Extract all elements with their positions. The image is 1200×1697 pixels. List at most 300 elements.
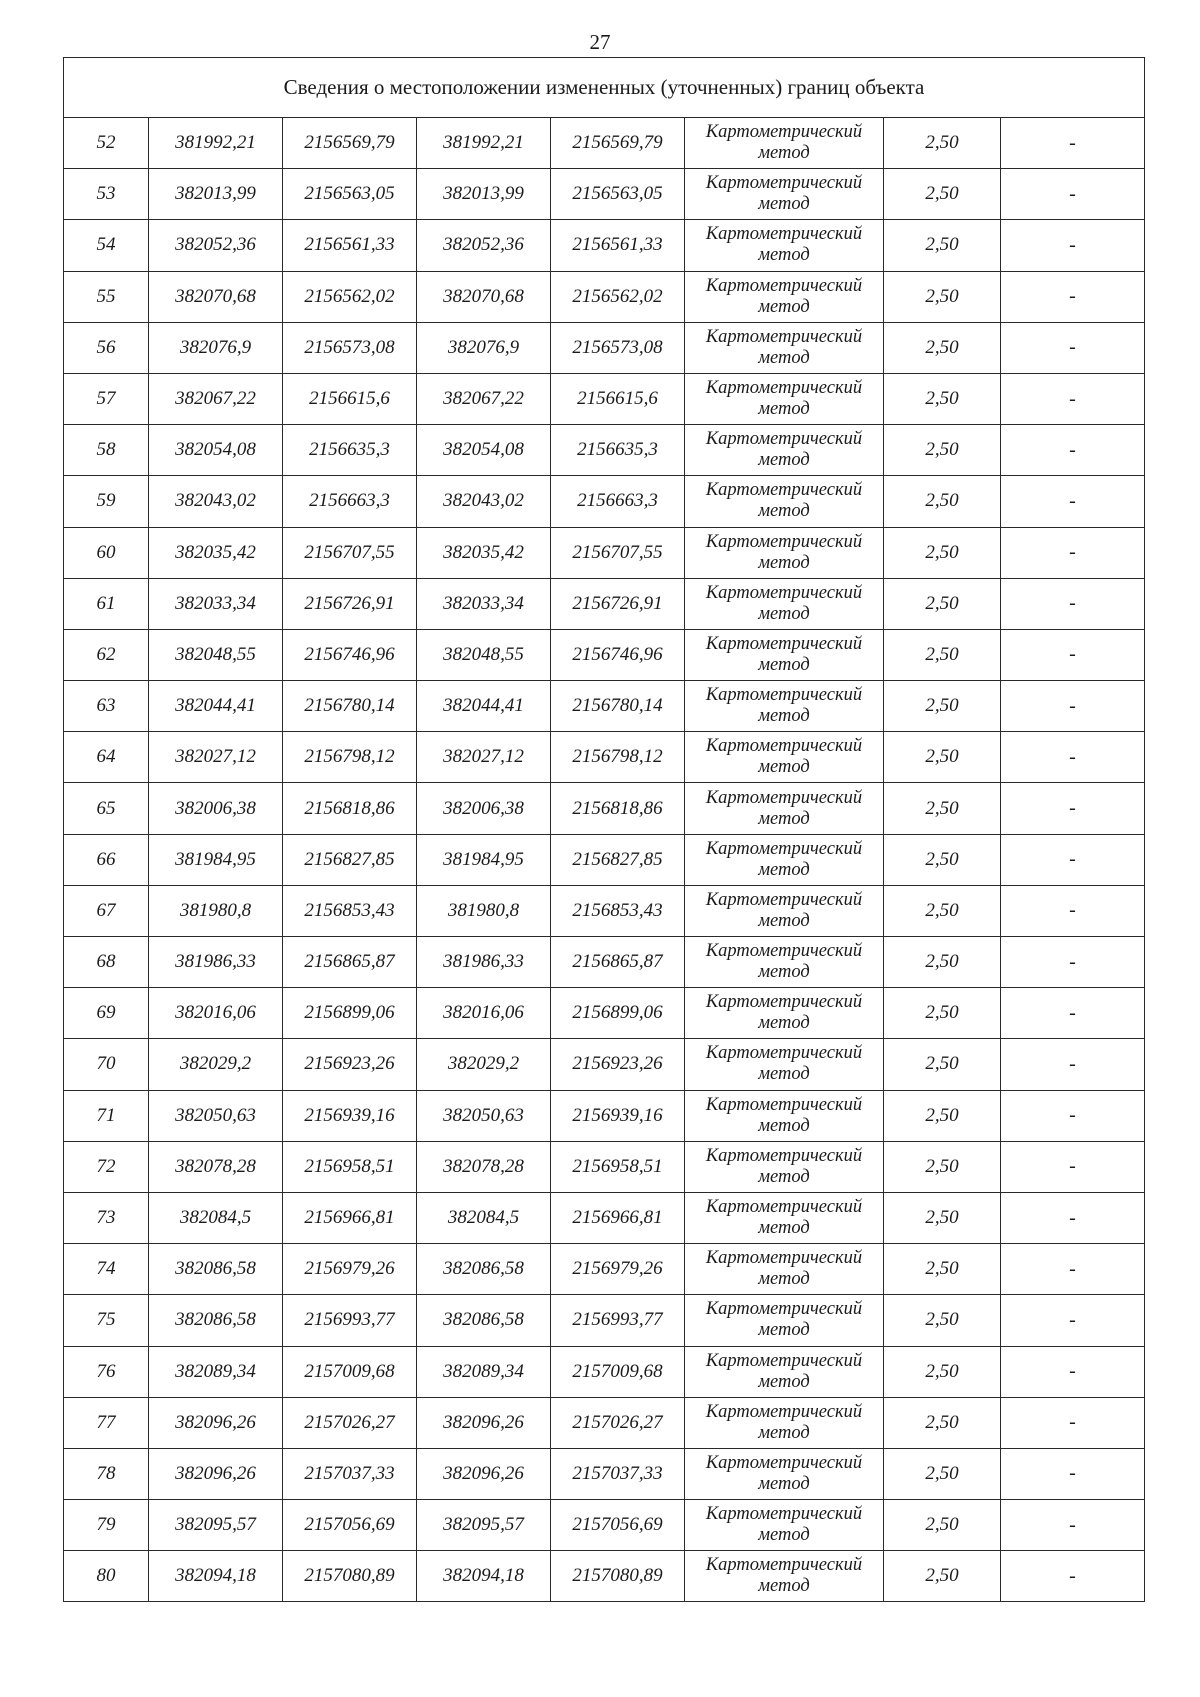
method-line-2: метод — [758, 399, 810, 420]
x-existing-cell: 382013,99 — [149, 169, 283, 220]
page-number: 27 — [589, 30, 611, 54]
x-refined-cell: 381984,95 — [417, 834, 551, 885]
method-line-1: Картометрический — [705, 378, 863, 399]
x-existing-cell: 382029,2 — [149, 1039, 283, 1090]
x-refined-cell: 382084,5 — [417, 1192, 551, 1243]
accuracy-cell: 2,50 — [884, 988, 1001, 1039]
y-existing-cell: 2156707,55 — [283, 527, 417, 578]
method-cell — [685, 373, 884, 424]
method-line-1: Картометрический — [705, 1350, 863, 1371]
point-number-cell: 74 — [64, 1244, 149, 1295]
point-number-cell: 80 — [64, 1551, 149, 1602]
method-cell — [685, 1295, 884, 1346]
accuracy-cell: 2,50 — [884, 1039, 1001, 1090]
x-refined-cell: 382086,58 — [417, 1244, 551, 1295]
description-cell: - — [1001, 476, 1145, 527]
method-line-1: Картометрический — [705, 736, 863, 757]
x-existing-cell: 382043,02 — [149, 476, 283, 527]
point-number-cell: 68 — [64, 937, 149, 988]
y-existing-cell: 2157037,33 — [283, 1448, 417, 1499]
method-line-2: метод — [758, 1115, 810, 1136]
method-cell — [685, 681, 884, 732]
method-line-1: Картометрический — [705, 1145, 863, 1166]
table-row — [64, 169, 1145, 220]
description-cell: - — [1001, 834, 1145, 885]
y-refined-cell: 2156818,86 — [551, 783, 685, 834]
x-existing-cell: 382033,34 — [149, 578, 283, 629]
method-line-1: Картометрический — [705, 275, 863, 296]
point-number-cell: 77 — [64, 1397, 149, 1448]
x-existing-cell: 382048,55 — [149, 629, 283, 680]
method-line-1: Картометрический — [705, 429, 863, 450]
y-refined-cell: 2156635,3 — [551, 425, 685, 476]
description-cell: - — [1001, 1346, 1145, 1397]
description-cell: - — [1001, 988, 1145, 1039]
method-cell — [685, 1039, 884, 1090]
description-cell: - — [1001, 681, 1145, 732]
method-line-2: метод — [758, 296, 810, 317]
table-row — [64, 1551, 1145, 1602]
method-cell — [685, 1397, 884, 1448]
y-refined-cell: 2156966,81 — [551, 1192, 685, 1243]
method-line-2: метод — [758, 1473, 810, 1494]
method-cell — [685, 220, 884, 271]
y-existing-cell: 2156853,43 — [283, 885, 417, 936]
method-line-1: Картометрический — [705, 480, 863, 501]
x-refined-cell: 382086,58 — [417, 1295, 551, 1346]
description-cell: - — [1001, 783, 1145, 834]
y-existing-cell: 2156780,14 — [283, 681, 417, 732]
description-cell: - — [1001, 1244, 1145, 1295]
point-number-cell: 67 — [64, 885, 149, 936]
method-cell — [685, 988, 884, 1039]
y-refined-cell: 2157009,68 — [551, 1346, 685, 1397]
method-line-2: метод — [758, 1064, 810, 1085]
method-line-1: Картометрический — [705, 1248, 863, 1269]
method-cell — [685, 118, 884, 169]
method-line-1: Картометрический — [705, 1197, 863, 1218]
method-line-2: метод — [758, 603, 810, 624]
method-line-1: Картометрический — [705, 1043, 863, 1064]
y-refined-cell: 2156562,02 — [551, 271, 685, 322]
point-number-cell: 61 — [64, 578, 149, 629]
x-refined-cell: 382070,68 — [417, 271, 551, 322]
accuracy-cell: 2,50 — [884, 681, 1001, 732]
table-row — [64, 1192, 1145, 1243]
accuracy-cell: 2,50 — [884, 1551, 1001, 1602]
point-number-cell: 78 — [64, 1448, 149, 1499]
method-cell — [685, 783, 884, 834]
y-existing-cell: 2156865,87 — [283, 937, 417, 988]
y-existing-cell: 2157026,27 — [283, 1397, 417, 1448]
y-existing-cell: 2156746,96 — [283, 629, 417, 680]
description-cell: - — [1001, 1448, 1145, 1499]
method-cell — [685, 476, 884, 527]
x-existing-cell: 382076,9 — [149, 322, 283, 373]
y-refined-cell: 2156899,06 — [551, 988, 685, 1039]
y-existing-cell: 2156562,02 — [283, 271, 417, 322]
y-refined-cell: 2156561,33 — [551, 220, 685, 271]
method-line-1: Картометрический — [705, 685, 863, 706]
point-number-cell: 55 — [64, 271, 149, 322]
y-existing-cell: 2156726,91 — [283, 578, 417, 629]
method-line-2: метод — [758, 1422, 810, 1443]
method-line-2: метод — [758, 1320, 810, 1341]
accuracy-cell: 2,50 — [884, 169, 1001, 220]
x-existing-cell: 382035,42 — [149, 527, 283, 578]
accuracy-cell: 2,50 — [884, 1141, 1001, 1192]
x-refined-cell: 382043,02 — [417, 476, 551, 527]
x-existing-cell: 381986,33 — [149, 937, 283, 988]
y-refined-cell: 2156923,26 — [551, 1039, 685, 1090]
y-existing-cell: 2156798,12 — [283, 732, 417, 783]
y-existing-cell: 2156827,85 — [283, 834, 417, 885]
table-row — [64, 1295, 1145, 1346]
method-line-1: Картометрический — [705, 1452, 863, 1473]
table-row — [64, 834, 1145, 885]
table-row — [64, 937, 1145, 988]
point-number-cell: 65 — [64, 783, 149, 834]
method-line-2: метод — [758, 1166, 810, 1187]
y-refined-cell: 2156979,26 — [551, 1244, 685, 1295]
method-line-2: метод — [758, 1218, 810, 1239]
method-line-2: метод — [758, 552, 810, 573]
x-refined-cell: 381980,8 — [417, 885, 551, 936]
method-cell — [685, 1551, 884, 1602]
method-cell — [685, 885, 884, 936]
x-refined-cell: 382095,57 — [417, 1500, 551, 1551]
table-row — [64, 783, 1145, 834]
method-line-1: Картометрический — [705, 633, 863, 654]
accuracy-cell: 2,50 — [884, 220, 1001, 271]
table-row — [64, 220, 1145, 271]
y-existing-cell: 2156635,3 — [283, 425, 417, 476]
method-line-2: метод — [758, 808, 810, 829]
table-row — [64, 885, 1145, 936]
method-line-1: Картометрический — [705, 531, 863, 552]
description-cell: - — [1001, 118, 1145, 169]
x-existing-cell: 382052,36 — [149, 220, 283, 271]
y-existing-cell: 2156993,77 — [283, 1295, 417, 1346]
method-line-2: метод — [758, 501, 810, 522]
method-line-2: метод — [758, 143, 810, 164]
method-line-1: Картометрический — [705, 1504, 863, 1525]
method-line-1: Картометрический — [705, 992, 863, 1013]
x-refined-cell: 382033,34 — [417, 578, 551, 629]
y-refined-cell: 2156993,77 — [551, 1295, 685, 1346]
accuracy-cell: 2,50 — [884, 937, 1001, 988]
table-row — [64, 271, 1145, 322]
method-cell — [685, 322, 884, 373]
x-refined-cell: 382096,26 — [417, 1397, 551, 1448]
x-existing-cell: 382089,34 — [149, 1346, 283, 1397]
x-refined-cell: 382029,2 — [417, 1039, 551, 1090]
description-cell: - — [1001, 271, 1145, 322]
x-existing-cell: 382044,41 — [149, 681, 283, 732]
method-cell — [685, 1244, 884, 1295]
y-refined-cell: 2156853,43 — [551, 885, 685, 936]
method-line-2: метод — [758, 706, 810, 727]
table-row — [64, 681, 1145, 732]
y-refined-cell: 2157080,89 — [551, 1551, 685, 1602]
x-existing-cell: 382096,26 — [149, 1448, 283, 1499]
x-refined-cell: 382013,99 — [417, 169, 551, 220]
y-existing-cell: 2156561,33 — [283, 220, 417, 271]
point-number-cell: 57 — [64, 373, 149, 424]
accuracy-cell: 2,50 — [884, 373, 1001, 424]
y-existing-cell: 2156563,05 — [283, 169, 417, 220]
method-cell — [685, 425, 884, 476]
method-line-2: метод — [758, 1269, 810, 1290]
table-row — [64, 1448, 1145, 1499]
table-row — [64, 1500, 1145, 1551]
description-cell: - — [1001, 527, 1145, 578]
table-row — [64, 373, 1145, 424]
x-refined-cell: 382027,12 — [417, 732, 551, 783]
method-line-1: Картометрический — [705, 1555, 863, 1576]
x-refined-cell: 382035,42 — [417, 527, 551, 578]
description-cell: - — [1001, 629, 1145, 680]
y-refined-cell: 2156827,85 — [551, 834, 685, 885]
description-cell: - — [1001, 1039, 1145, 1090]
y-refined-cell: 2156939,16 — [551, 1090, 685, 1141]
accuracy-cell: 2,50 — [884, 834, 1001, 885]
x-existing-cell: 382095,57 — [149, 1500, 283, 1551]
x-refined-cell: 382094,18 — [417, 1551, 551, 1602]
point-number-cell: 69 — [64, 988, 149, 1039]
accuracy-cell: 2,50 — [884, 425, 1001, 476]
y-existing-cell: 2156573,08 — [283, 322, 417, 373]
table-row — [64, 732, 1145, 783]
method-line-1: Картометрический — [705, 326, 863, 347]
table-row — [64, 527, 1145, 578]
table-row — [64, 425, 1145, 476]
accuracy-cell: 2,50 — [884, 118, 1001, 169]
x-existing-cell: 382016,06 — [149, 988, 283, 1039]
method-line-1: Картометрический — [705, 941, 863, 962]
point-number-cell: 60 — [64, 527, 149, 578]
description-cell: - — [1001, 1090, 1145, 1141]
point-number-cell: 52 — [64, 118, 149, 169]
boundary-coordinates-table — [63, 57, 1145, 1602]
method-cell — [685, 1090, 884, 1141]
x-existing-cell: 382027,12 — [149, 732, 283, 783]
x-refined-cell: 381986,33 — [417, 937, 551, 988]
table-row — [64, 629, 1145, 680]
table-title: Сведения о местоположении измененных (уточненных) границ объекта — [64, 58, 1145, 118]
method-line-1: Картометрический — [705, 582, 863, 603]
table-row — [64, 1090, 1145, 1141]
accuracy-cell: 2,50 — [884, 322, 1001, 373]
description-cell: - — [1001, 885, 1145, 936]
description-cell: - — [1001, 1141, 1145, 1192]
method-line-2: метод — [758, 245, 810, 266]
x-refined-cell: 382076,9 — [417, 322, 551, 373]
accuracy-cell: 2,50 — [884, 1346, 1001, 1397]
x-refined-cell: 382089,34 — [417, 1346, 551, 1397]
y-existing-cell: 2156958,51 — [283, 1141, 417, 1192]
x-refined-cell: 382050,63 — [417, 1090, 551, 1141]
accuracy-cell: 2,50 — [884, 1397, 1001, 1448]
description-cell: - — [1001, 1192, 1145, 1243]
accuracy-cell: 2,50 — [884, 732, 1001, 783]
y-refined-cell: 2156798,12 — [551, 732, 685, 783]
y-existing-cell: 2156979,26 — [283, 1244, 417, 1295]
y-existing-cell: 2156663,3 — [283, 476, 417, 527]
description-cell: - — [1001, 425, 1145, 476]
y-existing-cell: 2156569,79 — [283, 118, 417, 169]
accuracy-cell: 2,50 — [884, 629, 1001, 680]
description-cell: - — [1001, 373, 1145, 424]
method-cell — [685, 578, 884, 629]
x-existing-cell: 381992,21 — [149, 118, 283, 169]
method-cell — [685, 527, 884, 578]
method-line-2: метод — [758, 859, 810, 880]
description-cell: - — [1001, 1551, 1145, 1602]
method-cell — [685, 629, 884, 680]
description-cell: - — [1001, 1500, 1145, 1551]
x-existing-cell: 382078,28 — [149, 1141, 283, 1192]
x-existing-cell: 382070,68 — [149, 271, 283, 322]
x-existing-cell: 382084,5 — [149, 1192, 283, 1243]
description-cell: - — [1001, 578, 1145, 629]
point-number-cell: 72 — [64, 1141, 149, 1192]
table-body — [64, 118, 1145, 1602]
x-existing-cell: 382054,08 — [149, 425, 283, 476]
x-existing-cell: 382050,63 — [149, 1090, 283, 1141]
accuracy-cell: 2,50 — [884, 271, 1001, 322]
point-number-cell: 79 — [64, 1500, 149, 1551]
y-existing-cell: 2157080,89 — [283, 1551, 417, 1602]
table-row — [64, 578, 1145, 629]
x-existing-cell: 382086,58 — [149, 1244, 283, 1295]
y-refined-cell: 2156780,14 — [551, 681, 685, 732]
table-row — [64, 1039, 1145, 1090]
accuracy-cell: 2,50 — [884, 527, 1001, 578]
y-refined-cell: 2156746,96 — [551, 629, 685, 680]
y-refined-cell: 2156563,05 — [551, 169, 685, 220]
method-line-2: метод — [758, 910, 810, 931]
point-number-cell: 73 — [64, 1192, 149, 1243]
point-number-cell: 58 — [64, 425, 149, 476]
method-line-2: метод — [758, 450, 810, 471]
method-cell — [685, 1192, 884, 1243]
method-line-1: Картометрический — [705, 838, 863, 859]
y-existing-cell: 2156923,26 — [283, 1039, 417, 1090]
y-refined-cell: 2156663,3 — [551, 476, 685, 527]
y-existing-cell: 2156966,81 — [283, 1192, 417, 1243]
x-existing-cell: 382086,58 — [149, 1295, 283, 1346]
y-refined-cell: 2156865,87 — [551, 937, 685, 988]
x-existing-cell: 382096,26 — [149, 1397, 283, 1448]
y-existing-cell: 2157056,69 — [283, 1500, 417, 1551]
method-line-2: метод — [758, 962, 810, 983]
method-line-2: метод — [758, 1013, 810, 1034]
y-refined-cell: 2156726,91 — [551, 578, 685, 629]
method-cell — [685, 1500, 884, 1551]
point-number-cell: 59 — [64, 476, 149, 527]
y-existing-cell: 2156615,6 — [283, 373, 417, 424]
accuracy-cell: 2,50 — [884, 783, 1001, 834]
method-line-1: Картометрический — [705, 1299, 863, 1320]
method-line-1: Картометрический — [705, 1401, 863, 1422]
x-refined-cell: 382096,26 — [417, 1448, 551, 1499]
table-row — [64, 1346, 1145, 1397]
y-refined-cell: 2156707,55 — [551, 527, 685, 578]
x-refined-cell: 382052,36 — [417, 220, 551, 271]
y-refined-cell: 2156615,6 — [551, 373, 685, 424]
method-cell — [685, 732, 884, 783]
table-row — [64, 988, 1145, 1039]
method-line-1: Картометрический — [705, 173, 863, 194]
accuracy-cell: 2,50 — [884, 1448, 1001, 1499]
method-line-2: метод — [758, 194, 810, 215]
description-cell: - — [1001, 1397, 1145, 1448]
method-line-2: метод — [758, 757, 810, 778]
point-number-cell: 76 — [64, 1346, 149, 1397]
y-refined-cell: 2156958,51 — [551, 1141, 685, 1192]
x-refined-cell: 382016,06 — [417, 988, 551, 1039]
accuracy-cell: 2,50 — [884, 1192, 1001, 1243]
x-existing-cell: 382006,38 — [149, 783, 283, 834]
accuracy-cell: 2,50 — [884, 1295, 1001, 1346]
x-refined-cell: 382078,28 — [417, 1141, 551, 1192]
method-line-1: Картометрический — [705, 122, 863, 143]
y-existing-cell: 2156818,86 — [283, 783, 417, 834]
table-row — [64, 118, 1145, 169]
method-line-1: Картометрический — [705, 224, 863, 245]
description-cell: - — [1001, 169, 1145, 220]
description-cell: - — [1001, 322, 1145, 373]
method-line-2: метод — [758, 1525, 810, 1546]
y-refined-cell: 2157026,27 — [551, 1397, 685, 1448]
method-cell — [685, 1346, 884, 1397]
description-cell: - — [1001, 1295, 1145, 1346]
x-existing-cell: 381984,95 — [149, 834, 283, 885]
point-number-cell: 66 — [64, 834, 149, 885]
point-number-cell: 71 — [64, 1090, 149, 1141]
method-line-2: метод — [758, 1371, 810, 1392]
x-refined-cell: 382006,38 — [417, 783, 551, 834]
point-number-cell: 56 — [64, 322, 149, 373]
accuracy-cell: 2,50 — [884, 885, 1001, 936]
point-number-cell: 54 — [64, 220, 149, 271]
x-existing-cell: 382094,18 — [149, 1551, 283, 1602]
x-refined-cell: 381992,21 — [417, 118, 551, 169]
y-existing-cell: 2156939,16 — [283, 1090, 417, 1141]
x-refined-cell: 382067,22 — [417, 373, 551, 424]
x-refined-cell: 382054,08 — [417, 425, 551, 476]
method-line-1: Картометрический — [705, 787, 863, 808]
method-line-1: Картометрический — [705, 1094, 863, 1115]
accuracy-cell: 2,50 — [884, 476, 1001, 527]
y-refined-cell: 2157037,33 — [551, 1448, 685, 1499]
method-cell — [685, 1448, 884, 1499]
table-row — [64, 322, 1145, 373]
point-number-cell: 62 — [64, 629, 149, 680]
method-cell — [685, 169, 884, 220]
y-refined-cell: 2157056,69 — [551, 1500, 685, 1551]
description-cell: - — [1001, 220, 1145, 271]
description-cell: - — [1001, 732, 1145, 783]
table-row — [64, 476, 1145, 527]
x-refined-cell: 382048,55 — [417, 629, 551, 680]
method-cell — [685, 271, 884, 322]
y-refined-cell: 2156569,79 — [551, 118, 685, 169]
point-number-cell: 64 — [64, 732, 149, 783]
x-existing-cell: 382067,22 — [149, 373, 283, 424]
y-existing-cell: 2156899,06 — [283, 988, 417, 1039]
